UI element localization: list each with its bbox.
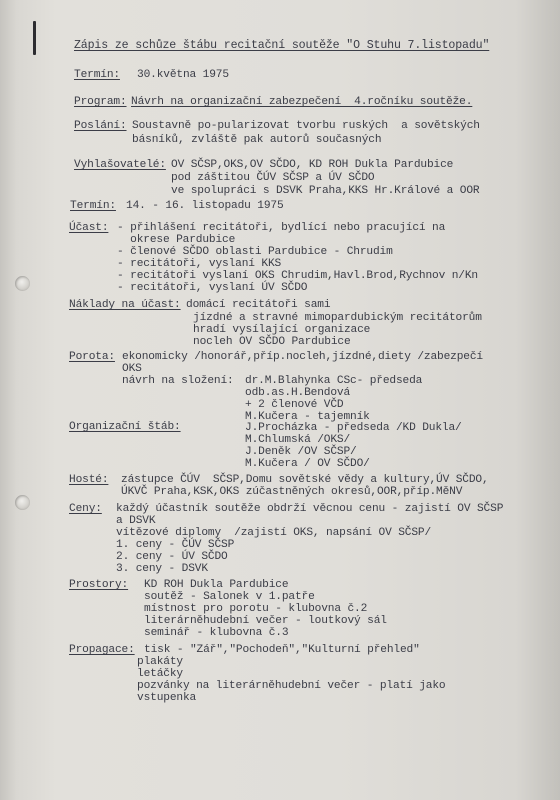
porota-label: Porota: — [69, 351, 115, 363]
ceny-line: 3. ceny - DSVK — [116, 563, 208, 575]
ucast-line: - recitátoři vyslaní OKS Chrudim,Havl.Brod,Rychnov n/Kn — [117, 270, 478, 282]
ucast-line: - recitátoři, vyslaní KKS — [117, 258, 282, 270]
hoste-line: ÚKVČ Praha,KSK,OKS zúčastněných okresů,OOR,příp.MěNV — [121, 486, 463, 498]
ceny-line: vítězové diplomy /zajistí OKS, napsání OV SČSP/ — [116, 527, 432, 539]
vyhlasovatele-line: pod záštitou ČÚV SČSP a ÚV SČDO — [171, 172, 375, 184]
prostory-line: soutěž - Salonek v 1.patře — [144, 591, 315, 603]
program-value: Návrh na organizační zabezpečení 4.ročníku soutěže. — [131, 96, 473, 108]
document-title: Zápis ze schůze štábu recitační soutěže "O Stuhu 7.listopadu" — [74, 39, 490, 52]
propagace-line: pozvánky na literárněhudební večer - platí jako — [137, 680, 446, 692]
termin-label: Termín: — [74, 69, 120, 81]
porota-line: ekonomicky /honorář,příp.nocleh,jízdné,diety /zabezpečí — [122, 351, 483, 363]
ceny-line: 2. ceny - ÚV SČDO — [116, 551, 228, 563]
naklady-line: domácí recitátoři sami — [186, 299, 331, 311]
propagace-label: Propagace: — [69, 644, 135, 656]
vyhlasovatele-label: Vyhlašovatelé: — [74, 159, 166, 171]
stab-line: M.Chlumská /OKS/ — [245, 434, 351, 446]
ceny-line: a DSVK — [116, 515, 156, 527]
ucast-line: - členové SČDO oblasti Pardubice - Chrudim — [117, 246, 393, 258]
naklady-line: hradí vysílající organizace — [193, 324, 371, 336]
naklady-label: Náklady na účast: — [69, 299, 181, 311]
hoste-line: zástupce ČÚV SČSP,Domu sovětské vědy a kultury,ÚV SČDO, — [121, 474, 489, 486]
porota-member: dr.M.Blahynka CSc- předseda — [245, 375, 423, 387]
naklady-line: jízdné a stravné mimopardubickým recitátorům — [193, 312, 482, 324]
stab-line: M.Kučera / OV SČDO/ — [245, 458, 370, 470]
prostory-line: literárněhudební večer - loutkový sál — [144, 615, 387, 627]
poslani-label: Poslání: — [74, 120, 127, 132]
ucast-line: okrese Pardubice — [117, 234, 236, 246]
propagace-line: vstupenka — [137, 692, 197, 704]
ceny-label: Ceny: — [69, 503, 102, 515]
porota-member: + 2 členové VČD — [245, 399, 344, 411]
termin2-label: Termín: — [70, 200, 116, 212]
naklady-line: nocleh OV SČDO Pardubice — [193, 336, 351, 348]
termin2-value: 14. - 16. listopadu 1975 — [126, 200, 284, 212]
porota-line: OKS — [122, 363, 142, 375]
prostory-line: KD ROH Dukla Pardubice — [144, 579, 289, 591]
punch-hole-upper — [15, 276, 30, 291]
stab-line: J.Deněk /OV SČSP/ — [245, 446, 357, 458]
ink-mark — [33, 21, 36, 55]
ucast-label: Účast: — [69, 222, 109, 234]
stab-label: Organizační štáb: — [69, 421, 181, 433]
vyhlasovatele-line: ve spolupráci s DSVK Praha,KKS Hr.Králové a OOR — [171, 185, 480, 197]
prostory-line: seminář - klubovna č.3 — [144, 627, 289, 639]
propagace-line: plakáty — [137, 656, 183, 668]
prostory-label: Prostory: — [69, 579, 129, 591]
ucast-line: - přihlášení recitátoři, bydlící nebo pracující na — [117, 222, 446, 234]
prostory-line: místnost pro porotu - klubovna č.2 — [144, 603, 368, 615]
program-label: Program: — [74, 96, 127, 108]
ucast-line: - recitátoři, vyslaní ÚV SČDO — [117, 282, 308, 294]
porota-member: M.Kučera - tajemník — [245, 411, 370, 423]
ceny-line: každý účastník soutěže obdrží věcnou cenu - zajistí OV SČSP — [116, 503, 504, 515]
ceny-line: 1. ceny - ČÚV SČSP — [116, 539, 235, 551]
porota-line: návrh na složení: — [122, 375, 234, 387]
propagace-line: tisk - "Zář","Pochodeň","Kulturní přehled" — [144, 644, 420, 656]
poslani-line: Soustavně po-pularizovat tvorbu ruských a sovětských — [132, 120, 480, 132]
hoste-label: Hosté: — [69, 474, 109, 486]
porota-member: odb.as.H.Bendová — [245, 387, 351, 399]
poslani-line: básníků, zvláště pak autorů současných — [132, 134, 382, 146]
stab-line: J.Procházka - předseda /KD Dukla/ — [245, 422, 462, 434]
termin-value: 30.května 1975 — [137, 69, 229, 81]
vyhlasovatele-line: OV SČSP,OKS,OV SČDO, KD ROH Dukla Pardubice — [171, 159, 454, 171]
punch-hole-lower — [15, 495, 30, 510]
propagace-line: letáčky — [137, 668, 183, 680]
